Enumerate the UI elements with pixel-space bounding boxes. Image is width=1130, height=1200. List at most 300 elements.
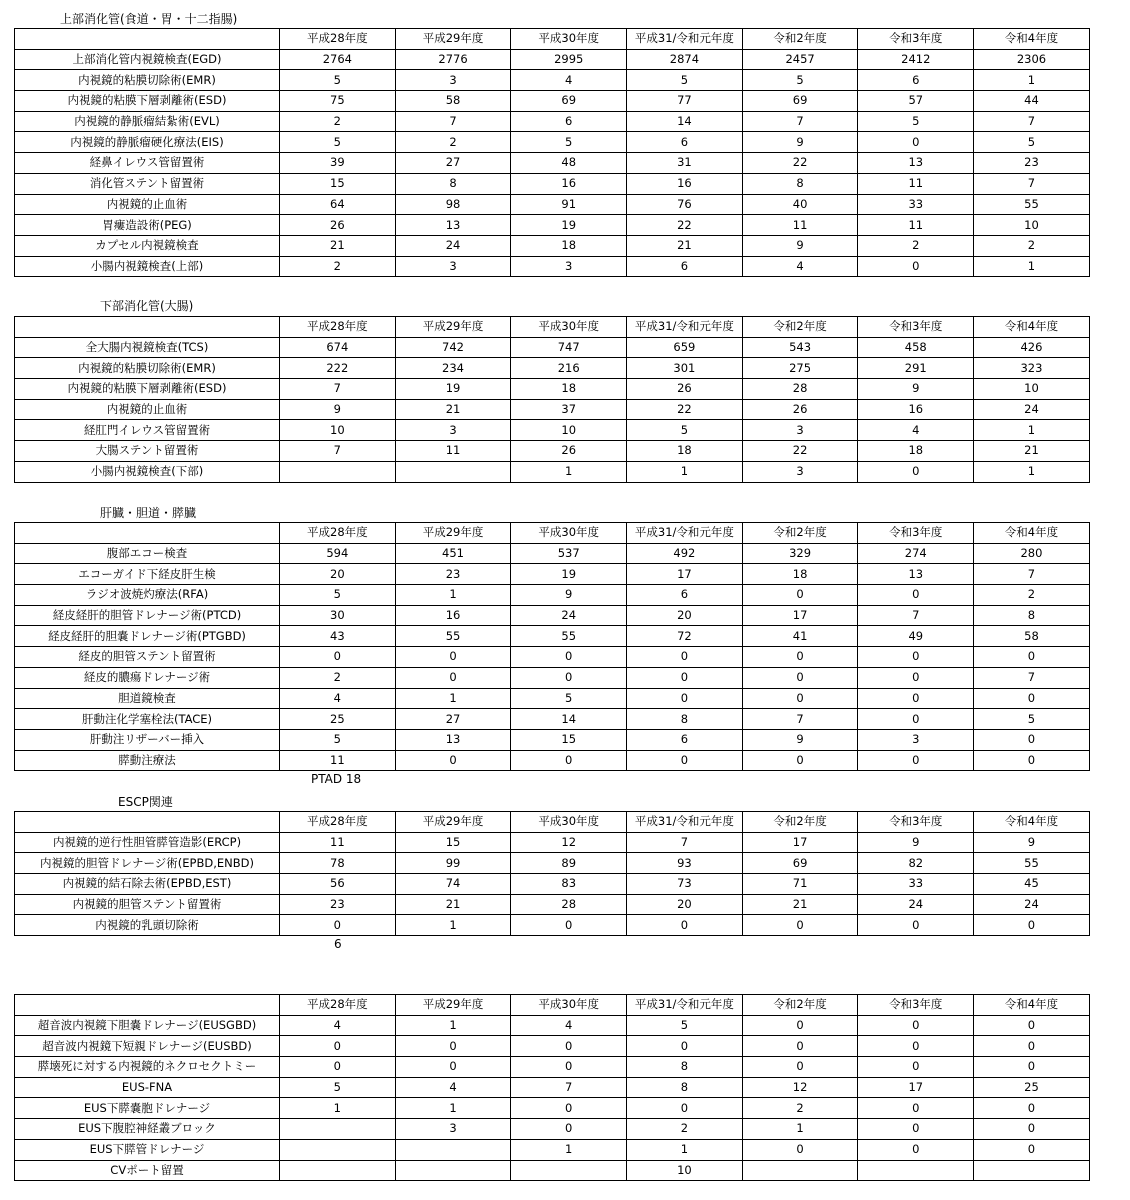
procedure-label: CVポート留置 [15,1160,280,1181]
table-row [15,688,1090,709]
count-cell: 0 [858,667,974,688]
count-cell: 5 [627,1015,743,1036]
count-cell: 216 [511,358,627,379]
count-cell: 222 [280,358,396,379]
count-cell: 16 [511,173,627,194]
count-cell: 0 [858,709,974,730]
count-cell: 1 [395,688,511,709]
count-cell: 11 [858,173,974,194]
count-cell: 33 [858,874,974,895]
count-cell: 15 [395,832,511,853]
count-cell: 6 [627,729,743,750]
count-cell: 5 [280,585,396,606]
count-cell: 37 [511,399,627,420]
count-cell: 329 [742,543,858,564]
count-cell: 7 [858,605,974,626]
count-cell: 18 [858,441,974,462]
count-cell: 82 [858,853,974,874]
count-cell: 27 [395,709,511,730]
count-cell: 291 [858,358,974,379]
header-row [15,523,1090,544]
procedure-label: 経皮経肝的胆管ドレナージ術(PTCD) [15,605,280,626]
count-cell: 16 [395,605,511,626]
table-row [15,1160,1090,1181]
year-header-cell: 平成31/令和元年度 [627,523,743,544]
count-cell: 8 [627,1077,743,1098]
procedure-label: EUS下腹腔神経叢ブロック [15,1119,280,1140]
count-cell: 19 [511,564,627,585]
procedure-label: EUS-FNA [15,1077,280,1098]
year-header-cell: 平成30年度 [511,317,627,338]
table-row [15,874,1090,895]
procedure-label: 膵動注療法 [15,750,280,771]
count-cell: 18 [511,235,627,256]
count-cell: 23 [280,894,396,915]
year-header-cell: 令和3年度 [858,995,974,1016]
count-cell: 78 [280,853,396,874]
procedure-label: 経皮経肝的胆嚢ドレナージ術(PTGBD) [15,626,280,647]
section-title-escp: ESCP関連 [118,795,173,809]
count-cell: 17 [742,605,858,626]
count-cell: 0 [974,729,1090,750]
count-cell: 19 [511,215,627,236]
year-header-cell: 令和3年度 [858,812,974,833]
count-cell: 1 [395,1015,511,1036]
count-cell: 23 [395,564,511,585]
table-row [15,750,1090,771]
table-row [15,194,1090,215]
count-cell: 27 [395,153,511,174]
count-cell: 0 [280,1036,396,1057]
count-cell: 543 [742,337,858,358]
table-row [15,358,1090,379]
table-row [15,729,1090,750]
count-cell: 0 [511,915,627,936]
table-row [15,91,1090,112]
header-corner-cell [15,523,280,544]
section-title-liver-biliary-pancreas: 肝臓・胆道・膵臓 [100,506,197,520]
count-cell: 10 [627,1160,743,1181]
count-cell [742,1160,858,1181]
count-cell: 6 [627,256,743,277]
procedure-label: 内視鏡的胆管ステント留置術 [15,894,280,915]
count-cell: 5 [280,132,396,153]
count-cell: 0 [858,688,974,709]
count-cell: 18 [511,379,627,400]
count-cell: 24 [974,399,1090,420]
count-cell: 13 [395,729,511,750]
count-cell: 3 [395,420,511,441]
table-row [15,441,1090,462]
count-cell: 18 [627,441,743,462]
count-cell: 24 [511,605,627,626]
procedure-label: 内視鏡的静脈瘤硬化療法(EIS) [15,132,280,153]
count-cell: 5 [742,70,858,91]
count-cell: 0 [395,647,511,668]
count-cell: 4 [280,1015,396,1036]
count-cell: 22 [742,441,858,462]
count-cell: 10 [974,379,1090,400]
count-cell: 69 [742,91,858,112]
count-cell [395,1160,511,1181]
count-cell: 4 [280,688,396,709]
table-row [15,132,1090,153]
year-header-cell: 令和2年度 [742,995,858,1016]
count-cell: 91 [511,194,627,215]
count-cell: 0 [627,750,743,771]
count-cell: 5 [974,132,1090,153]
procedure-label: 内視鏡的胆管ドレナージ術(EPBD,ENBD) [15,853,280,874]
count-cell: 7 [395,111,511,132]
count-cell: 74 [395,874,511,895]
count-cell: 0 [742,915,858,936]
count-cell: 1 [511,461,627,482]
procedure-label: 内視鏡的粘膜切除術(EMR) [15,70,280,91]
count-cell: 24 [974,894,1090,915]
count-cell: 0 [858,750,974,771]
count-cell [280,461,396,482]
count-cell: 3 [395,256,511,277]
count-cell: 28 [742,379,858,400]
count-cell: 13 [395,215,511,236]
count-cell: 20 [627,605,743,626]
count-cell: 15 [280,173,396,194]
count-cell: 55 [395,626,511,647]
count-cell: 3 [511,256,627,277]
count-cell: 323 [974,358,1090,379]
count-cell: 0 [395,1036,511,1057]
count-cell: 10 [974,215,1090,236]
count-cell: 98 [395,194,511,215]
table-row [15,1119,1090,1140]
procedure-label: 大腸ステント留置術 [15,441,280,462]
count-cell: 0 [511,750,627,771]
count-cell: 21 [395,894,511,915]
count-cell: 2 [395,132,511,153]
count-cell: 1 [627,1139,743,1160]
table-row [15,1036,1090,1057]
count-cell: 93 [627,853,743,874]
count-cell: 7 [280,379,396,400]
year-header-cell: 平成30年度 [511,995,627,1016]
procedure-label: 超音波内視鏡下胆嚢ドレナージ(EUSGBD) [15,1015,280,1036]
year-header-cell: 令和4年度 [974,523,1090,544]
count-cell: 9 [858,379,974,400]
count-cell: 0 [974,915,1090,936]
procedure-label: 内視鏡的乳頭切除術 [15,915,280,936]
count-cell: 4 [742,256,858,277]
table-row [15,647,1090,668]
count-cell: 99 [395,853,511,874]
count-cell: 5 [627,420,743,441]
count-cell: 16 [627,173,743,194]
count-cell: 9 [511,585,627,606]
count-cell: 0 [627,1098,743,1119]
count-cell: 25 [280,709,396,730]
procedure-label: 小腸内視鏡検査(下部) [15,461,280,482]
table-row [15,1015,1090,1036]
count-cell: 0 [627,647,743,668]
count-cell: 0 [742,647,858,668]
count-cell: 1 [511,1139,627,1160]
count-cell: 0 [858,461,974,482]
count-cell: 0 [974,688,1090,709]
count-cell: 11 [742,215,858,236]
count-cell: 0 [280,1057,396,1078]
count-cell: 234 [395,358,511,379]
table-row [15,461,1090,482]
count-cell: 0 [858,1057,974,1078]
table-row [15,70,1090,91]
count-cell [395,461,511,482]
table-row [15,173,1090,194]
count-cell: 57 [858,91,974,112]
procedure-label: 超音波内視鏡下短親ドレナージ(EUSBD) [15,1036,280,1057]
count-cell: 7 [974,173,1090,194]
count-cell: 43 [280,626,396,647]
count-cell: 0 [742,585,858,606]
count-cell: 13 [858,153,974,174]
count-cell: 33 [858,194,974,215]
count-cell: 83 [511,874,627,895]
year-header-cell: 令和2年度 [742,317,858,338]
year-header-cell: 令和2年度 [742,812,858,833]
year-header-cell: 令和3年度 [858,523,974,544]
count-cell: 0 [858,256,974,277]
count-cell: 77 [627,91,743,112]
year-header-cell: 令和4年度 [974,29,1090,50]
count-cell: 76 [627,194,743,215]
count-cell: 45 [974,874,1090,895]
count-cell: 21 [627,235,743,256]
count-cell: 659 [627,337,743,358]
count-cell: 0 [511,1098,627,1119]
count-cell: 23 [974,153,1090,174]
header-row [15,317,1090,338]
header-corner-cell [15,812,280,833]
count-cell: 25 [974,1077,1090,1098]
count-cell: 21 [974,441,1090,462]
count-cell: 30 [280,605,396,626]
count-cell [511,1160,627,1181]
count-cell: 7 [974,564,1090,585]
count-cell: 1 [395,1098,511,1119]
count-cell: 1 [974,420,1090,441]
count-cell: 0 [511,1057,627,1078]
table-row [15,420,1090,441]
count-cell: 17 [858,1077,974,1098]
count-cell: 15 [511,729,627,750]
procedure-label: ラジオ波焼灼療法(RFA) [15,585,280,606]
count-cell: 28 [511,894,627,915]
table-row [15,337,1090,358]
count-cell: 1 [974,256,1090,277]
count-cell: 0 [395,1057,511,1078]
count-cell: 1 [395,915,511,936]
procedure-label: 肝動注リザーバー挿入 [15,729,280,750]
count-cell: 0 [742,688,858,709]
count-cell: 4 [511,70,627,91]
count-cell: 22 [627,399,743,420]
count-cell: 6 [627,132,743,153]
count-cell: 2995 [511,49,627,70]
count-cell: 31 [627,153,743,174]
count-cell: 0 [627,915,743,936]
procedure-label: 上部消化管内視鏡検査(EGD) [15,49,280,70]
count-cell: 7 [742,709,858,730]
count-cell: 2 [280,111,396,132]
count-cell: 5 [511,132,627,153]
count-cell: 64 [280,194,396,215]
count-cell: 7 [511,1077,627,1098]
year-header-cell: 平成28年度 [280,812,396,833]
count-cell: 17 [627,564,743,585]
procedure-label: 経鼻イレウス管留置術 [15,153,280,174]
count-cell: 73 [627,874,743,895]
count-cell: 58 [395,91,511,112]
count-cell: 0 [858,132,974,153]
count-cell: 742 [395,337,511,358]
count-cell: 0 [395,750,511,771]
procedure-label: 経皮的膿瘍ドレナージ術 [15,667,280,688]
note-escp-extra: 6 [334,937,342,951]
table-row [15,1139,1090,1160]
count-cell: 3 [395,1119,511,1140]
count-cell: 3 [395,70,511,91]
procedure-label: 小腸内視鏡検査(上部) [15,256,280,277]
count-cell: 21 [742,894,858,915]
count-cell: 16 [858,399,974,420]
table-row [15,215,1090,236]
count-cell: 0 [858,585,974,606]
count-cell: 2 [974,585,1090,606]
count-cell: 4 [395,1077,511,1098]
table-row [15,832,1090,853]
procedure-label: 全大腸内視鏡検査(TCS) [15,337,280,358]
count-cell: 0 [974,1139,1090,1160]
count-cell: 8 [627,1057,743,1078]
count-cell: 11 [858,215,974,236]
count-cell: 2 [742,1098,858,1119]
count-cell: 7 [974,667,1090,688]
count-cell: 18 [742,564,858,585]
year-header-cell: 平成31/令和元年度 [627,317,743,338]
header-corner-cell [15,29,280,50]
count-cell: 0 [395,667,511,688]
count-cell [858,1160,974,1181]
count-cell: 0 [974,1098,1090,1119]
year-header-cell: 令和2年度 [742,523,858,544]
table-row [15,153,1090,174]
count-cell: 0 [280,915,396,936]
year-header-cell: 平成30年度 [511,812,627,833]
count-cell: 0 [280,647,396,668]
count-cell: 24 [395,235,511,256]
table-lower-gi [14,316,1090,483]
count-cell: 2412 [858,49,974,70]
year-header-cell: 令和3年度 [858,317,974,338]
count-cell: 674 [280,337,396,358]
procedure-label: エコーガイド下経皮肝生検 [15,564,280,585]
section-title-upper-gi: 上部消化管(食道・胃・十二指腸) [60,12,238,26]
count-cell: 0 [974,1057,1090,1078]
year-header-cell: 平成31/令和元年度 [627,812,743,833]
procedure-label: 内視鏡的逆行性胆管膵管造影(ERCP) [15,832,280,853]
procedure-label: 経皮的胆管ステント留置術 [15,647,280,668]
year-header-cell: 平成28年度 [280,523,396,544]
count-cell: 55 [511,626,627,647]
count-cell: 8 [627,709,743,730]
header-row [15,812,1090,833]
count-cell: 0 [742,1057,858,1078]
table-row [15,256,1090,277]
count-cell: 275 [742,358,858,379]
count-cell: 1 [395,585,511,606]
year-header-cell: 令和2年度 [742,29,858,50]
count-cell: 2 [280,667,396,688]
header-row [15,995,1090,1016]
count-cell: 12 [511,832,627,853]
count-cell: 4 [858,420,974,441]
year-header-cell: 平成28年度 [280,995,396,1016]
count-cell: 7 [974,111,1090,132]
count-cell: 301 [627,358,743,379]
count-cell: 458 [858,337,974,358]
count-cell: 19 [395,379,511,400]
count-cell: 5 [511,688,627,709]
count-cell: 13 [858,564,974,585]
year-header-cell: 平成29年度 [395,523,511,544]
procedure-label: 内視鏡的粘膜切除術(EMR) [15,358,280,379]
count-cell: 20 [280,564,396,585]
count-cell: 6 [511,111,627,132]
count-cell: 0 [742,1015,858,1036]
count-cell [280,1160,396,1181]
count-cell: 21 [395,399,511,420]
count-cell: 44 [974,91,1090,112]
count-cell: 426 [974,337,1090,358]
count-cell: 14 [511,709,627,730]
count-cell: 1 [974,70,1090,91]
table-row [15,399,1090,420]
count-cell: 55 [974,853,1090,874]
procedure-label: 内視鏡的結石除去術(EPBD,EST) [15,874,280,895]
table-liver-biliary-pancreas [14,522,1090,771]
procedure-label: カプセル内視鏡検査 [15,235,280,256]
count-cell: 71 [742,874,858,895]
procedure-label: 内視鏡的静脈瘤結紮術(EVL) [15,111,280,132]
table-upper-gi [14,28,1090,277]
count-cell: 26 [511,441,627,462]
count-cell: 2306 [974,49,1090,70]
procedure-label: EUS下膵嚢胞ドレナージ [15,1098,280,1119]
table-row [15,49,1090,70]
count-cell: 492 [627,543,743,564]
count-cell: 6 [858,70,974,91]
procedure-label: 胆道鏡検査 [15,688,280,709]
count-cell: 26 [627,379,743,400]
count-cell: 2764 [280,49,396,70]
count-cell [280,1139,396,1160]
count-cell: 537 [511,543,627,564]
count-cell: 39 [280,153,396,174]
count-cell: 0 [974,647,1090,668]
count-cell: 9 [858,832,974,853]
count-cell: 6 [627,585,743,606]
count-cell: 69 [742,853,858,874]
count-cell: 11 [280,750,396,771]
year-header-cell: 令和3年度 [858,29,974,50]
